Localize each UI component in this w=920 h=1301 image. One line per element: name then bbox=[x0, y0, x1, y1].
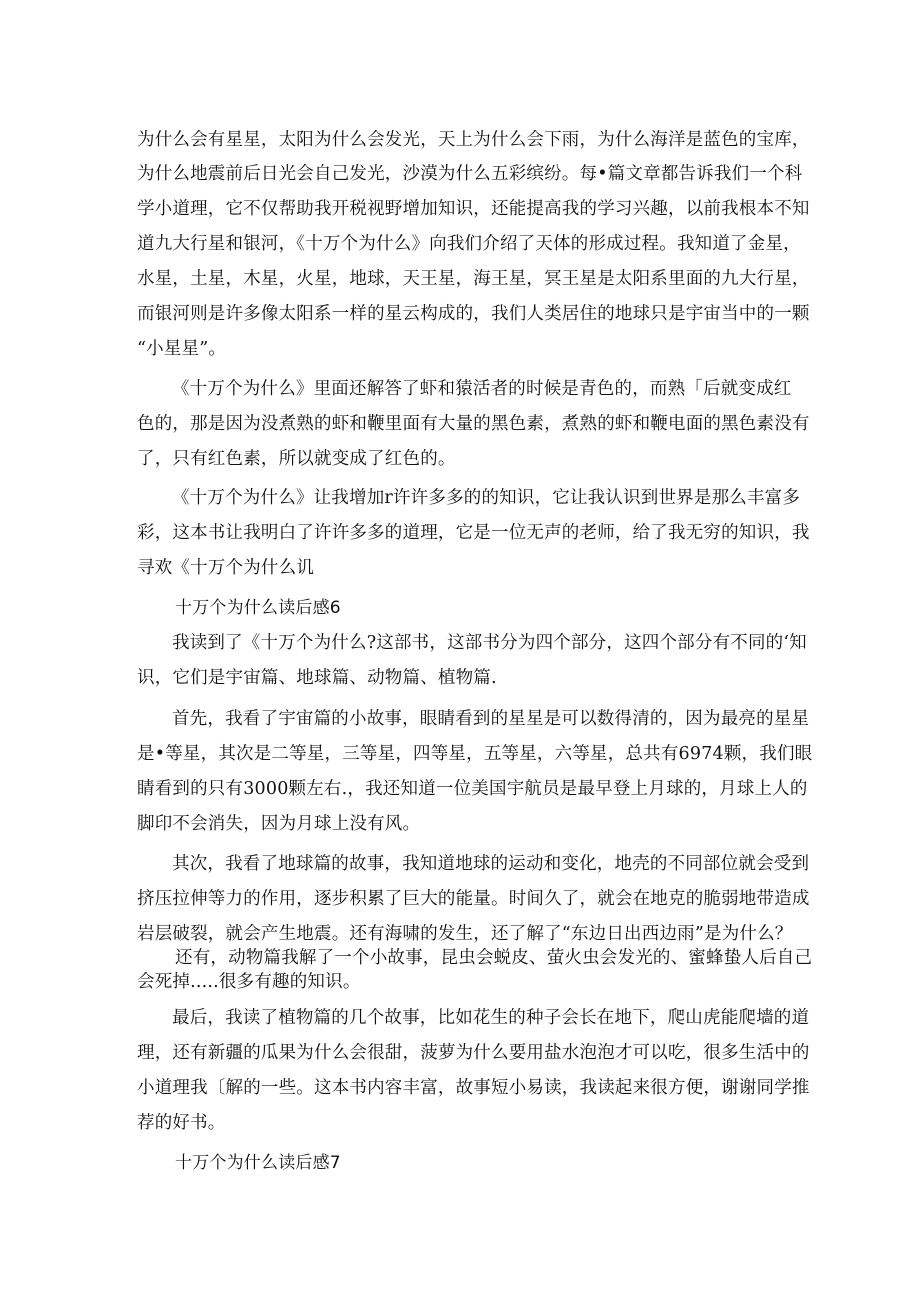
section-heading: 十万个为什么读后感7 bbox=[175, 1153, 341, 1173]
text-line: 了，只有红色素，所以就变成了红色的。 bbox=[137, 449, 456, 469]
text-line: 睛看到的只有3000颗左右.，我还知道一位美国宇航员是最早登上月球的，月球上人的 bbox=[137, 779, 808, 799]
text-line: 彩，这本书让我明白了许许多多的道理，它是一位无声的老师，给了我无穷的知识，我 bbox=[137, 523, 810, 543]
text-line: 最后，我读了植物篇的几个故事，比如花生的种子会长在地下，爬山虎能爬墙的道 bbox=[172, 1008, 810, 1028]
text-line: 识，它们是宇宙篇、地球篇、动物篇、植物篇. bbox=[137, 668, 497, 688]
text-line: 其次，我看了地球篇的故事，我知道地球的运动和变化，地壳的不同部位就会受到 bbox=[172, 854, 810, 874]
text-line: 道九大行星和银河，《十万个为什么》向我们介绍了天体的形成过程。我知道了金星， bbox=[137, 234, 801, 254]
text-line: 《十万个为什么》让我增加r许许多多的的知识，它让我认识到世界是那么丰富多 bbox=[172, 488, 801, 508]
section-heading: 十万个为什么读后感6 bbox=[175, 598, 341, 618]
text-line: 我读到了《十万个为什么?这部书，这部书分为四个部分，这四个部分有不同的‘知 bbox=[172, 633, 807, 653]
text-line: 首先，我看了宇宙篇的小故事，眼睛看到的星星是可以数得清的，因为最亮的星星 bbox=[172, 709, 810, 729]
text-line: 学小道理，它不仅帮助我开税视野增加知识，还能提高我的学习兴趣，以前我根本不知 bbox=[137, 199, 810, 219]
text-line: 荐的好书。 bbox=[137, 1113, 226, 1133]
text-line: 寻欢《十万个为什么讥 bbox=[137, 558, 314, 578]
text-line: 为什么地震前后日光会自己发光，沙漠为什么五彩缤纷。每•篇文章都告诉我们一个科 bbox=[137, 164, 803, 184]
text-line: 挤压拉伸等力的作用，逐步积累了巨大的能量。时间久了，就会在地克的脆弱地带造成 bbox=[137, 889, 810, 909]
text-line: “小星星”。 bbox=[137, 339, 227, 359]
text-line: 理，还有新疆的瓜果为什么会很甜，菠萝为什么要用盐水泡泡才可以吃，很多生活中的 bbox=[137, 1043, 810, 1063]
text-line: 色的，那是因为没煮熟的虾和鞭里面有大量的黑色素，煮熟的虾和鞭电面的黑色素没有 bbox=[137, 414, 810, 434]
text-line: 是•等星，其次是二等星，三等星，四等星，五等星，六等星，总共有6974颗，我们眼 bbox=[137, 744, 813, 764]
text-line: 为什么会有星星，太阳为什么会发光，天上为什么会下雨，为什么海洋是蓝色的宝库， bbox=[137, 130, 810, 150]
text-line: 脚印不会消失，因为月球上没有风。 bbox=[137, 814, 421, 834]
text-line: 而银河则是许多像太阳系一样的星云构成的，我们人类居住的地球只是宇宙当中的一颗 bbox=[137, 304, 810, 324]
text-line: 还有，动物篇我解了一个小故事，昆虫会蜕皮、萤火虫会发光的、蜜蜂蛰人后自己 bbox=[175, 948, 813, 968]
text-line: 小道理我〔解的一些。这本书内容丰富，故事短小易读，我读起来很方便，谢谢同学推 bbox=[137, 1078, 810, 1098]
text-line: 会死掉.....很多有趣的知识。 bbox=[137, 972, 361, 992]
text-line: 水星，土星，木星，火星，地球，天王星，海王星，冥王星是太阳系里面的九大行星， bbox=[137, 269, 810, 289]
text-line: 《十万个为什么》里面还解答了虾和猿活者的时候是青色的，而熟「后就变成红 bbox=[172, 379, 792, 399]
text-line: 岩层破裂，就会产生地震。还有海啸的发生，还了解了“东边日出西边雨”是为什么？ bbox=[137, 924, 793, 944]
